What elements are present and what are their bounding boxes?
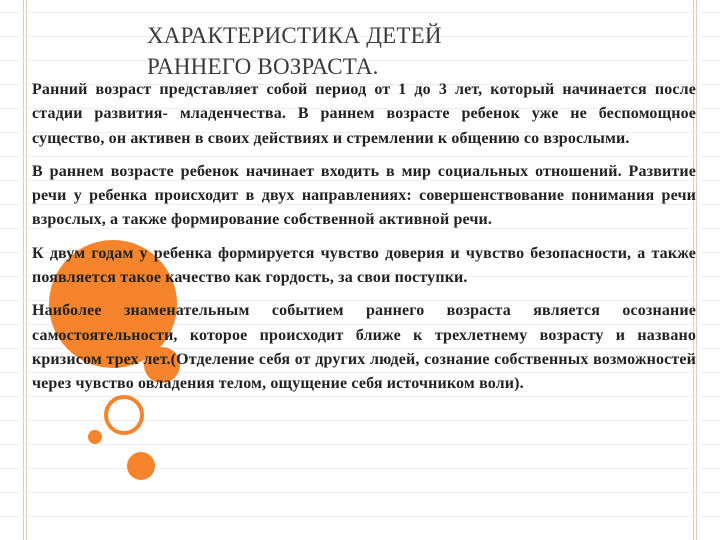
title-line-2: РАННЕГО ВОЗРАСТА. — [147, 54, 379, 79]
ruled-line — [0, 12, 720, 13]
paragraph-trust-and-safety: К двум годам у ребенка формируется чувство доверия и чувство безопасности, а также появляется такое качество как гордость, за свои поступки. — [32, 244, 696, 287]
paragraph-early-age-definition: Ранний возраст представляет собой период от 1 до 3 лет, который начинается после стадии развития- младенчества. В раннем возрасте ребенок уже не беспомощное существо, он активен в своих действиях и стремлении к общению со взрослыми. — [32, 81, 696, 147]
ruled-line — [0, 492, 720, 493]
ruled-line — [0, 444, 720, 445]
ruled-line — [0, 516, 720, 517]
left-margin-line-inner — [26, 0, 27, 540]
slide-title — [147, 20, 667, 82]
decorative-dot — [88, 430, 102, 444]
ruled-line — [0, 468, 720, 469]
decorative-circle-small — [127, 452, 155, 480]
slide-body — [32, 78, 696, 406]
paragraph-crisis-of-three: Наиболее знаменательным событием раннего возраста является осознание самостоятельности, которое происходит ближе к трехлетнему возрасту и названо кризисом трех лет.(Отделение себя от других людей, сознание собственных возможностей через чувство овладения телом, ощущение себя источником воли). — [32, 302, 696, 393]
right-margin-line — [696, 0, 697, 540]
paragraph-social-relations: В раннем возрасте ребенок начинает входить в мир социальных отношений. Развитие речи у ребенка происходит в двух направлениях: совершенствование понимания речи взрослых, а также формирование собственной активной речи. — [32, 162, 696, 229]
title-line-1: ХАРАКТЕРИСТИКА ДЕТЕЙ — [147, 23, 442, 48]
left-margin-line — [23, 0, 24, 540]
